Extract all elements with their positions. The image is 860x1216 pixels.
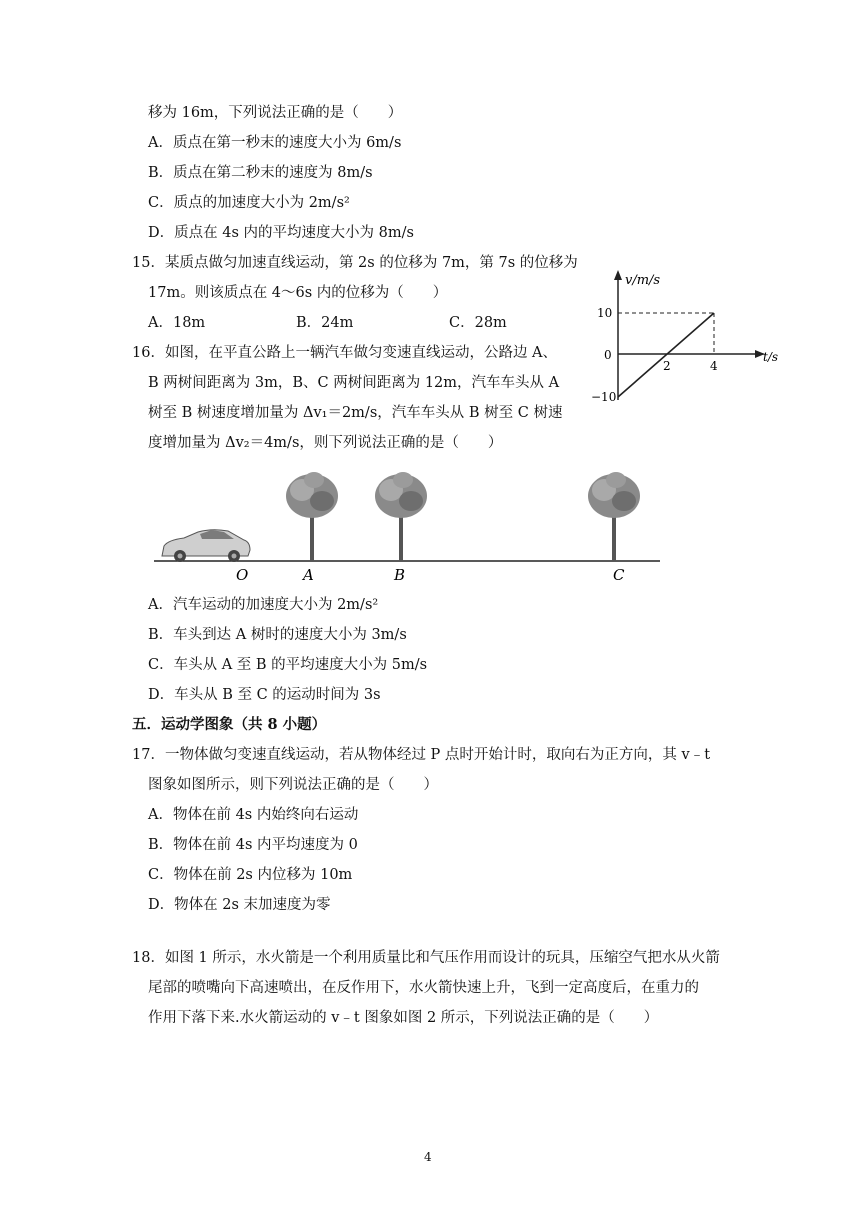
q16-stem-line3: 树至 B 树速度增加量为 Δv₁＝2m/s，汽车车头从 B 树至 C 树速 (148, 405, 563, 421)
q14-option-c: C．质点的加速度大小为 2m/s² (148, 195, 350, 211)
q17-option-a: A．物体在前 4s 内始终向右运动 (148, 807, 359, 823)
tick-label-2: 2 (663, 359, 671, 373)
q16-option-c: C．车头从 A 至 B 的平均速度大小为 5m/s (148, 657, 428, 673)
q17-option-c: C．物体在前 2s 内位移为 10m (148, 867, 353, 883)
tree-b (375, 472, 427, 561)
q15-stem-line2: 17m。则该质点在 4～6s 内的位移为（ ） (148, 285, 448, 301)
road-label-o: O (236, 566, 249, 584)
road-label-c: C (613, 566, 625, 584)
q16-option-b: B．车头到达 A 树时的速度大小为 3m/s (148, 627, 407, 643)
q16-stem-line2: B 两树间距离为 3m，B、C 两树间距离为 12m，汽车车头从 A (148, 375, 560, 391)
q18-stem-line3: 作用下落下来.水火箭运动的 v﹣t 图象如图 2 所示，下列说法正确的是（ ） (148, 1010, 659, 1026)
q14-option-a: A．质点在第一秒末的速度大小为 6m/s (148, 135, 402, 151)
page-number: 4 (424, 1150, 432, 1164)
q15-stem-line1: 15．某质点做匀加速直线运动，第 2s 的位移为 7m，第 7s 的位移为 (132, 255, 578, 271)
q18-stem-line1: 18．如图 1 所示，水火箭是一个利用质量比和气压作用而设计的玩具，压缩空气把水从火箭 (132, 950, 720, 966)
vt-graph-figure (585, 262, 785, 412)
y-axis-arrow (614, 270, 622, 280)
q15-option-a: A．18m (148, 315, 206, 331)
q17-option-b: B．物体在前 4s 内平均速度为 0 (148, 837, 358, 853)
tick-label-0: 0 (604, 348, 612, 362)
tree-a (286, 472, 338, 561)
q17-stem-line2: 图象如图所示，则下列说法正确的是（ ） (148, 777, 438, 793)
vt-line (618, 313, 714, 397)
q15-option-c: C．28m (449, 315, 507, 331)
q15-option-b: B．24m (296, 315, 354, 331)
q17-option-d: D．物体在 2s 末加速度为零 (148, 897, 331, 913)
road-label-b: B (394, 566, 406, 584)
tick-label-10: 10 (597, 306, 613, 320)
q16-option-a: A．汽车运动的加速度大小为 2m/s² (148, 597, 379, 613)
q14-stem-tail: 移为 16m，下列说法正确的是（ ） (148, 105, 403, 121)
tick-label-4: 4 (710, 359, 718, 373)
q18-stem-line2: 尾部的喷嘴向下高速喷出，在反作用下，水火箭快速上升，飞到一定高度后，在重力的 (148, 980, 699, 996)
section-heading: 五．运动学图象（共 8 小题） (132, 716, 327, 733)
q14-option-d: D．质点在 4s 内的平均速度大小为 8m/s (148, 225, 414, 241)
road-illustration (150, 466, 670, 586)
q17-stem-line1: 17．一物体做匀变速直线运动，若从物体经过 P 点时开始计时，取向右为正方向，其 v﹣t (132, 747, 711, 763)
q16-stem-line4: 度增加量为 Δv₂＝4m/s，则下列说法正确的是（ ） (148, 435, 503, 451)
car-icon (162, 530, 250, 562)
q14-option-b: B．质点在第二秒末的速度为 8m/s (148, 165, 373, 181)
road-label-a: A (303, 566, 314, 584)
tree-c (588, 472, 640, 561)
y-axis-label: v/m/s (625, 273, 661, 288)
q16-option-d: D．车头从 B 至 C 的运动时间为 3s (148, 687, 381, 703)
x-axis-label: t/s (763, 350, 779, 364)
q16-stem-line1: 16．如图，在平直公路上一辆汽车做匀变速直线运动，公路边 A、 (132, 345, 558, 361)
tick-label-neg10: −10 (591, 390, 617, 404)
